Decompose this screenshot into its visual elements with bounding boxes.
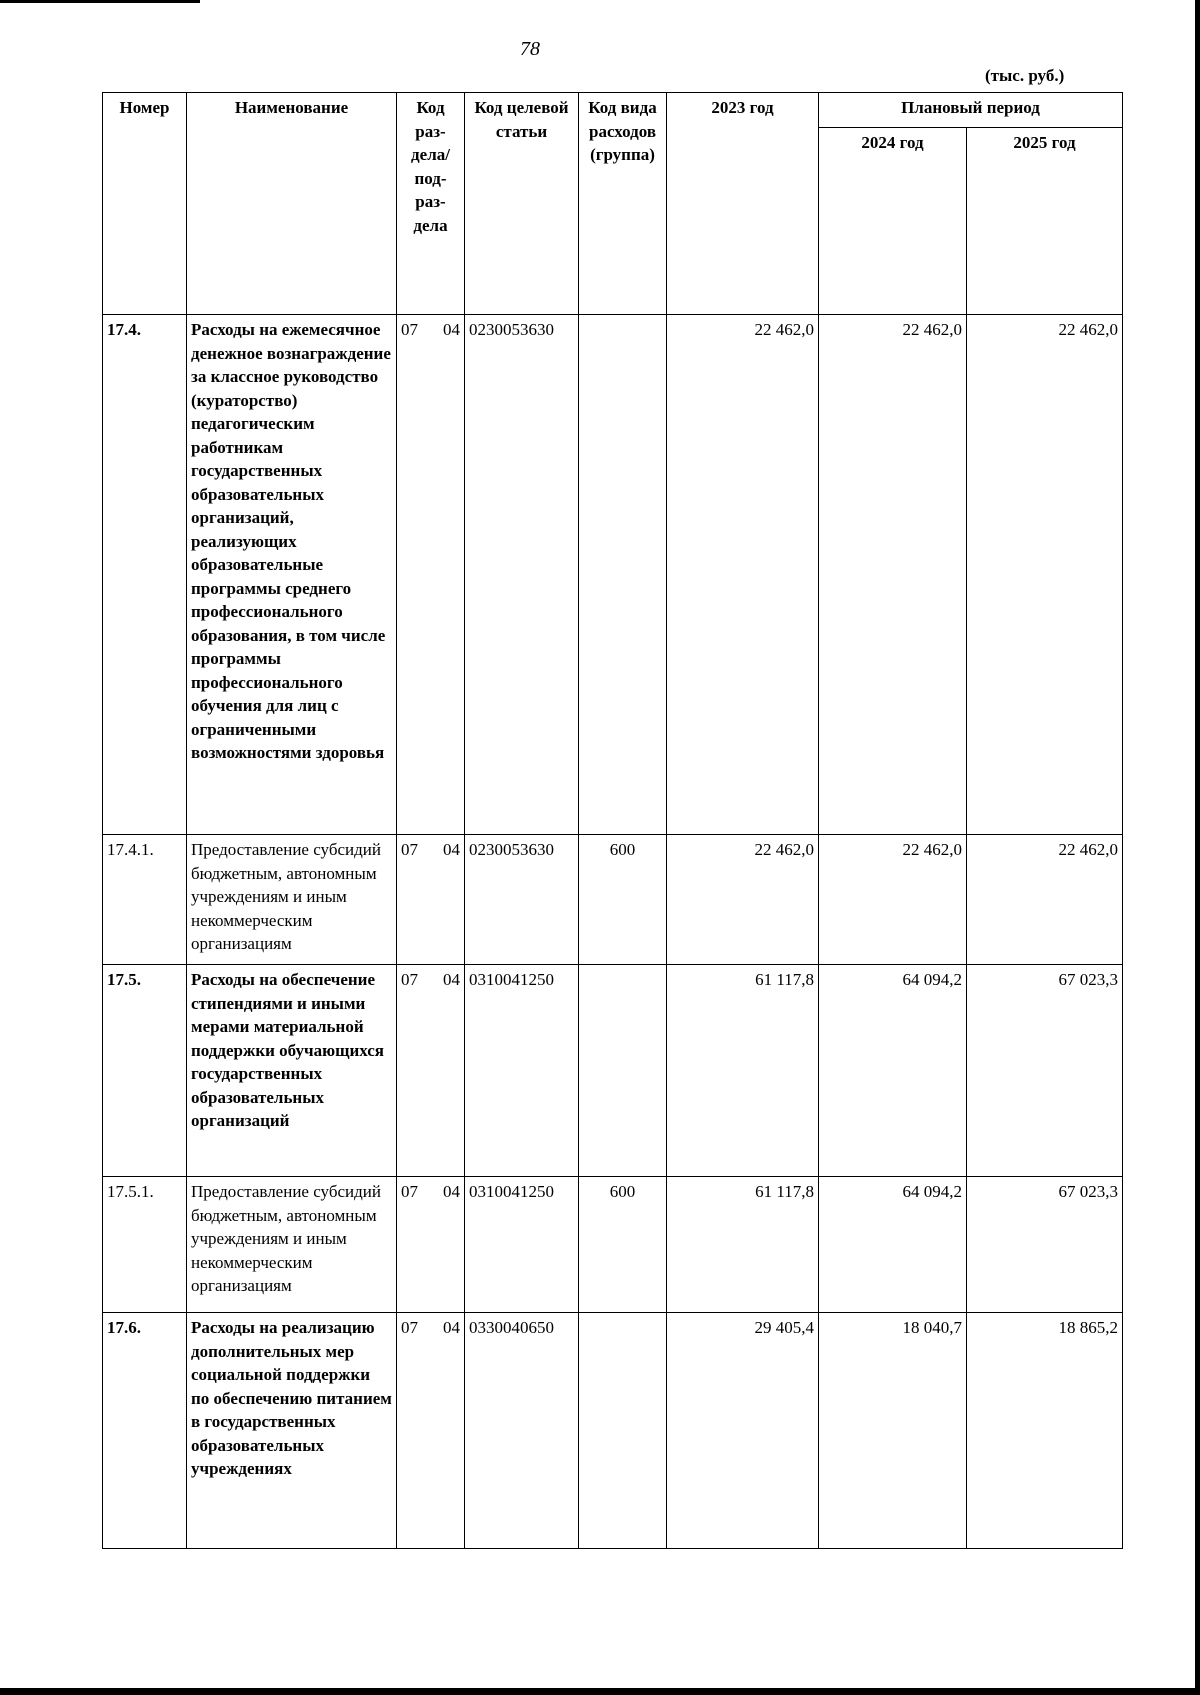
subsection-code: 04 [443, 1182, 460, 1201]
row-section-code [397, 315, 465, 835]
row-expense-type: 600 [579, 835, 667, 965]
row-section-code [397, 1177, 465, 1313]
subsection-code: 04 [443, 970, 460, 989]
row-amount-2024: 22 462,0 [819, 835, 967, 965]
row-target-code: 0310041250 [465, 965, 579, 1177]
row-expense-type [579, 965, 667, 1177]
units-label: (тыс. руб.) [985, 66, 1065, 85]
row-amount-2023: 61 117,8 [667, 965, 819, 1177]
budget-table [102, 92, 1123, 1549]
table-row [103, 965, 1123, 1177]
row-name: Предоставление субсидий бюджетным, автономным учреждениям и иным некоммерческим организациям [187, 835, 397, 965]
row-name: Расходы на ежемесячное денежное вознаграждение за классное руководство (кураторство) педагогическим работникам государственных образовательных организаций, реализующих образовательные программы среднего профессионального образования, в том числе программы профессионального обучения для лиц с ограниченными возможностями здоровья [187, 315, 397, 835]
header-planning-period: Плановый период [819, 93, 1123, 128]
row-amount-2025: 22 462,0 [967, 835, 1123, 965]
row-number: 17.6. [103, 1313, 187, 1549]
row-section-code [397, 965, 465, 1177]
row-amount-2023: 29 405,4 [667, 1313, 819, 1549]
row-number: 17.5.1. [103, 1177, 187, 1313]
table-body [103, 315, 1123, 1549]
row-target-code: 0330040650 [465, 1313, 579, 1549]
row-section-code [397, 1313, 465, 1549]
section-code: 07 [401, 320, 418, 339]
row-amount-2023: 61 117,8 [667, 1177, 819, 1313]
header-name: Наименование [187, 93, 397, 315]
row-name: Расходы на реализацию дополнительных мер социальной поддержки по обеспечению питанием в государственных образовательных учреждениях [187, 1313, 397, 1549]
header-year-2024: 2024 год [819, 128, 967, 315]
table-row [103, 835, 1123, 965]
section-code: 07 [401, 840, 418, 859]
row-amount-2024: 22 462,0 [819, 315, 967, 835]
row-amount-2024: 64 094,2 [819, 965, 967, 1177]
row-target-code: 0310041250 [465, 1177, 579, 1313]
row-name: Предоставление субсидий бюджетным, автономным учреждениям и иным некоммерческим организациям [187, 1177, 397, 1313]
header-year-2025: 2025 год [967, 128, 1123, 315]
header-number: Номер [103, 93, 187, 315]
subsection-code: 04 [443, 840, 460, 859]
row-number: 17.4. [103, 315, 187, 835]
header-row-top [103, 93, 1123, 128]
section-code: 07 [401, 970, 418, 989]
row-section-code [397, 835, 465, 965]
row-amount-2023: 22 462,0 [667, 835, 819, 965]
row-amount-2023: 22 462,0 [667, 315, 819, 835]
header-expense-type-code: Код вида расходов (группа) [579, 93, 667, 315]
row-expense-type [579, 315, 667, 835]
table-row [103, 1177, 1123, 1313]
row-expense-type [579, 1313, 667, 1549]
row-amount-2024: 18 040,7 [819, 1313, 967, 1549]
row-expense-type: 600 [579, 1177, 667, 1313]
section-code: 07 [401, 1318, 418, 1337]
row-number: 17.5. [103, 965, 187, 1177]
header-target-code: Код целевой статьи [465, 93, 579, 315]
row-amount-2025: 67 023,3 [967, 965, 1123, 1177]
scan-edge-mark [0, 0, 200, 3]
row-amount-2025: 18 865,2 [967, 1313, 1123, 1549]
table-row [103, 1313, 1123, 1549]
row-name: Расходы на обеспечение стипендиями и иными мерами материальной поддержки обучающихся государственных образовательных организаций [187, 965, 397, 1177]
header-year-2023: 2023 год [667, 93, 819, 315]
row-amount-2024: 64 094,2 [819, 1177, 967, 1313]
subsection-code: 04 [443, 320, 460, 339]
row-amount-2025: 67 023,3 [967, 1177, 1123, 1313]
row-amount-2025: 22 462,0 [967, 315, 1123, 835]
row-number: 17.4.1. [103, 835, 187, 965]
section-code: 07 [401, 1182, 418, 1201]
table-row [103, 315, 1123, 835]
page-number: 78 [520, 38, 540, 60]
row-target-code: 0230053630 [465, 835, 579, 965]
subsection-code: 04 [443, 1318, 460, 1337]
row-target-code: 0230053630 [465, 315, 579, 835]
header-section-code: Код раз-дела/ под-раз-дела [397, 93, 465, 315]
